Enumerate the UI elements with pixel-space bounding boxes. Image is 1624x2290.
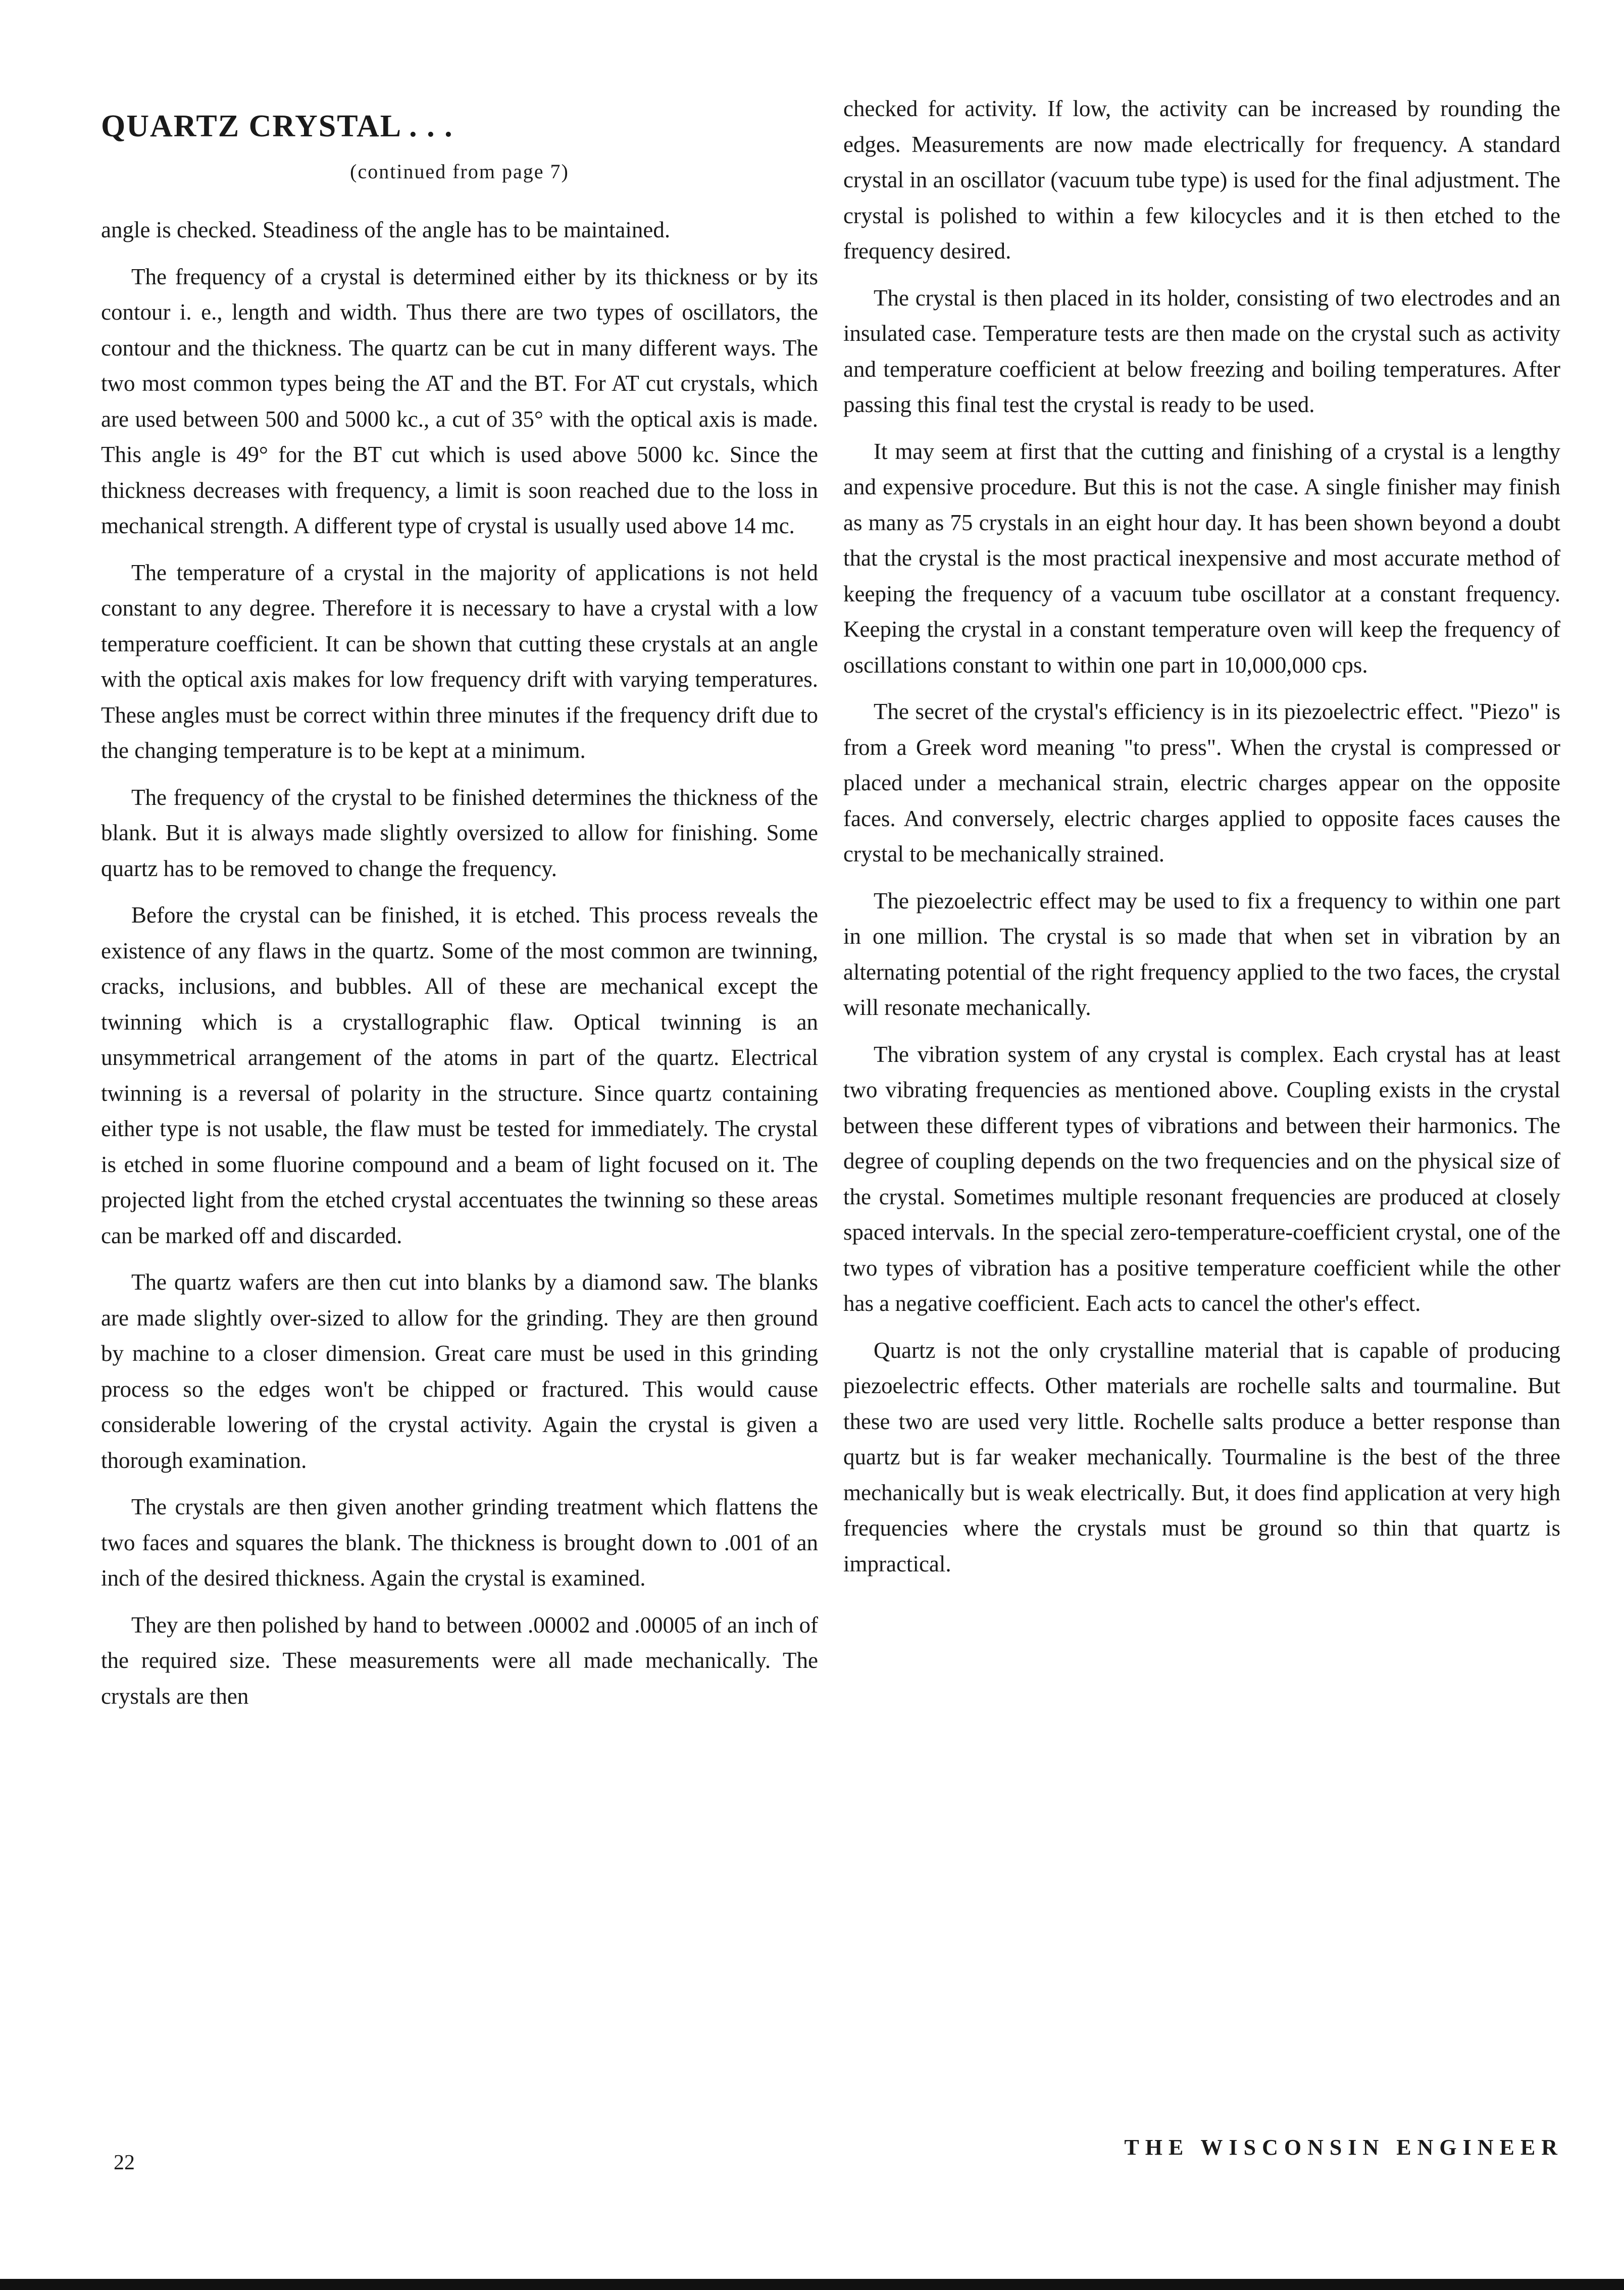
paragraph: The frequency of the crystal to be finished determines the thickness of the blank. But it is always made slightly oversized to allow for finishing. Some quartz has to be removed to change the frequency. xyxy=(101,784,818,881)
continued-note: (continued from page 7) xyxy=(350,160,569,183)
paragraph: The crystals are then given another grinding treatment which flattens the two faces and squares the blank. The thickness is brought down to .001 of an inch of the desired thickness. Again the crystal is examined. xyxy=(101,1494,818,1591)
article-heading: QUARTZ CRYSTAL . . . xyxy=(101,109,453,143)
paragraph: angle is checked. Steadiness of the angle has to be maintained. xyxy=(101,217,671,242)
paragraph: Quartz is not the only crystalline material that is capable of producing piezoelectric effects. Other materials are rochelle salts and tourmaline. But these two are used very little. Rochelle salts produce a better response than quartz but is far weaker mechanically. Tourmaline is the best of the three mechanically but is weak electrically. But, it does find application at very high frequencies where the crystals must be ground so thin that quartz is impractical. xyxy=(843,1337,1560,1576)
right-column xyxy=(843,91,1560,1593)
paragraph: Before the crystal can be finished, it is etched. This process reveals the existence of any flaws in the quartz. Some of the most common are twinning, cracks, inclusions, and bubbles. All of these are mechanical except the twinning which is a crystallographic flaw. Optical twinning is an unsymmetrical arrangement of the atoms in part of the quartz. Electrical twinning is a reversal of polarity in the structure. Since quartz containing either type is not usable, the flaw must be tested for immediately. The crystal is etched in some fluorine compound and a beam of light focused on it. The projected light from the etched crystal accentuates the twinning so these areas can be marked off and discarded. xyxy=(101,902,818,1248)
paragraph: The quartz wafers are then cut into blanks by a diamond saw. The blanks are made slightly over-sized to allow for the grinding. They are then ground by machine to a closer dimension. Great care must be used in this grinding process so the edges won't be chipped or fractured. This would cause considerable lowering of the crystal activity. Again the crystal is given a thorough examination. xyxy=(101,1269,818,1473)
paragraph: checked for activity. If low, the activity can be increased by rounding the edges. Measurements are now made electrically for frequency. A standard crystal in an oscillator (vacuum tube type) is used for the final adjustment. The crystal is polished to within a few kilocycles and it is then etched to the frequency desired. xyxy=(843,96,1560,264)
paragraph: The crystal is then placed in its holder, consisting of two electrodes and an insulated case. Temperature tests are then made on the crystal such as activity and temperature coefficient at below freezing and boiling temperatures. After passing this final test the crystal is ready to be used. xyxy=(843,285,1560,417)
scan-edge xyxy=(0,2279,1624,2290)
paragraph: The vibration system of any crystal is complex. Each crystal has at least two vibrating frequencies as mentioned above. Coupling exists in the crystal between these different types of vibrations and between their harmonics. The degree of coupling depends on the two frequencies and on the physical size of the crystal. Sometimes multiple resonant frequencies are produced at closely spaced intervals. In the special zero-temperature-coefficient crystal, one of the two types of vibration has a positive temperature coefficient while the other has a negative coefficient. Each acts to cancel the other's effect. xyxy=(843,1041,1560,1316)
paragraph: They are then polished by hand to between .00002 and .00005 of an inch of the required size. These measurements were all made mechanically. The crystals are then xyxy=(101,1612,818,1709)
paragraph: It may seem at first that the cutting and finishing of a crystal is a lengthy and expensive procedure. But this is not the case. A single finisher may finish as many as 75 crystals in an eight hour day. It has been shown beyond a doubt that the crystal is the most practical inexpensive and most accurate method of keeping the frequency of a vacuum tube oscillator at a constant frequency. Keeping the crystal in a constant temperature oven will keep the frequency of oscillations constant to within one part in 10,000,000 cps. xyxy=(843,438,1560,678)
paragraph: The piezoelectric effect may be used to fix a frequency to within one part in one million. The crystal is so made that when set in vibration by an alternating potential of the right frequency applied to the two faces, the crystal will resonate mechanically. xyxy=(843,888,1560,1020)
paragraph: The frequency of a crystal is determined either by its thickness or by its contour i. e., length and width. Thus there are two types of oscillators, the contour and the thickness. The quartz can be cut in many different ways. The two most common types being the AT and the BT. For AT cut crystals, which are used between 500 and 5000 kc., a cut of 35° with the optical axis is made. This angle is 49° for the BT cut which is used above 5000 kc. Since the thickness decreases with frequency, a limit is soon reached due to the loss in mechanical strength. A different type of crystal is usually used above 14 mc. xyxy=(101,264,818,538)
paragraph: The secret of the crystal's efficiency is in its piezoelectric effect. "Piezo" is from a Greek word meaning "to press". When the crystal is compressed or placed under a mechanical strain, electric charges appear on the opposite faces. And conversely, electric charges applied to opposite faces causes the crystal to be mechanically strained. xyxy=(843,699,1560,867)
publication-name: THE WISCONSIN ENGINEER xyxy=(1124,2135,1563,2160)
paragraph: The temperature of a crystal in the majority of applications is not held constant to any degree. Therefore it is necessary to have a crystal with a low temperature coefficient. It can be shown that cutting these crystals at an angle with the optical axis makes for low frequency drift with varying temperatures. These angles must be correct within three minutes if the frequency drift due to the changing temperature is to be kept at a minimum. xyxy=(101,559,818,763)
left-column xyxy=(101,91,818,1725)
page-number: 22 xyxy=(114,2151,135,2174)
